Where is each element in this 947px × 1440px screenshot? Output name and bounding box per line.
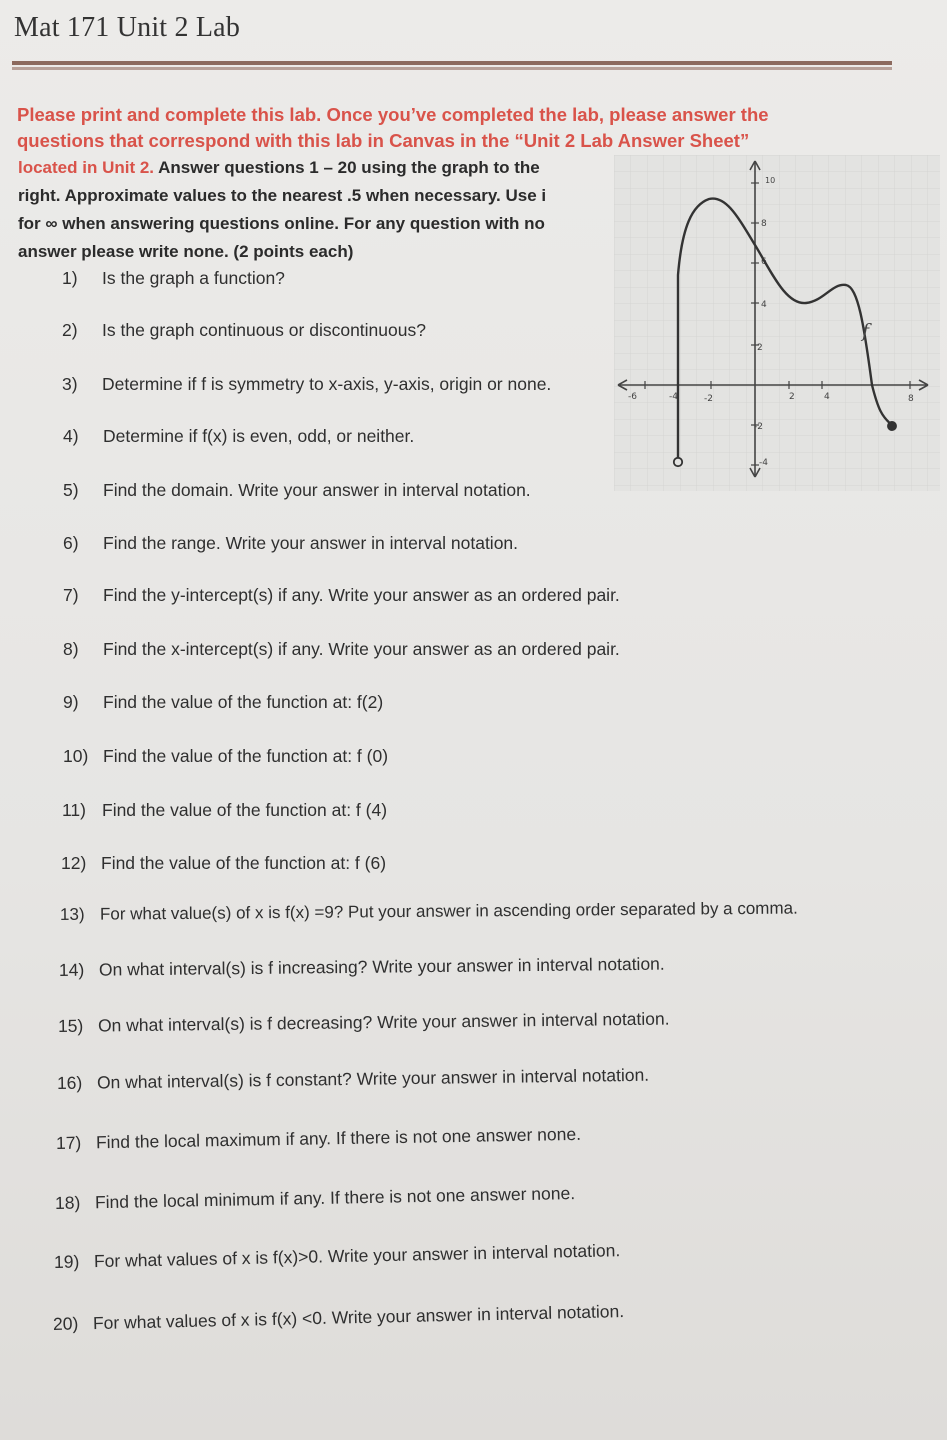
- question-text: Find the value of the function at: f (6): [101, 853, 387, 873]
- question-number: 10): [63, 746, 89, 766]
- question-number: 5): [63, 480, 79, 500]
- intro-red-line-2: questions that correspond with this lab in Canvas in the “Unit 2 Lab Answer Sheet”: [17, 130, 750, 151]
- question-text: Is the graph continuous or discontinuous?: [102, 320, 426, 340]
- question-text: Is the graph a function?: [102, 268, 285, 288]
- question-text: On what interval(s) is f constant? Write your answer in interval notation.: [96, 1064, 650, 1093]
- x-tick-label: -4: [669, 392, 678, 402]
- y-tick-label: 6: [761, 257, 767, 267]
- question-number: 19): [53, 1251, 80, 1272]
- question-text: Find the value of the function at: f (0): [103, 746, 389, 766]
- question-text: For what values of x is f(x)>0. Write your answer in interval notation.: [93, 1240, 621, 1272]
- question-9: [63, 692, 383, 713]
- question-14: [59, 954, 665, 981]
- question-number: 4): [63, 426, 79, 446]
- question-number: 7): [63, 585, 79, 605]
- graph-grid: [614, 155, 940, 491]
- intro-black-line-1: Answer questions 1 – 20 using the graph to the: [154, 158, 540, 177]
- intro-instructions-red: [17, 102, 877, 154]
- intro-line-3: [18, 154, 608, 182]
- y-tick-label: 4: [761, 300, 767, 310]
- intro-instructions: [18, 154, 608, 266]
- question-text: Find the local minimum if any. If there is not one answer none.: [94, 1183, 576, 1213]
- question-12: [61, 853, 386, 874]
- question-number: 3): [62, 374, 78, 394]
- question-10: [63, 746, 388, 767]
- intro-black-line-3: for ∞ when answering questions online. For any question with no: [18, 214, 545, 233]
- y-tick-label: 8: [761, 219, 767, 229]
- question-number: 1): [62, 268, 78, 288]
- intro-red-line-3: located in Unit 2.: [18, 158, 155, 177]
- question-5: [63, 480, 531, 501]
- question-number: 17): [55, 1132, 82, 1153]
- y-tick-label: 10: [765, 176, 776, 185]
- x-tick-label: 4: [824, 392, 830, 402]
- title-rule-dark: [12, 61, 892, 65]
- question-number: 14): [58, 959, 85, 980]
- question-6: [63, 533, 518, 554]
- y-tick-label: -2: [754, 422, 763, 432]
- question-8: [63, 639, 620, 660]
- question-18: [55, 1183, 576, 1214]
- question-13: [60, 899, 798, 925]
- open-endpoint: [674, 458, 682, 466]
- question-16: [57, 1065, 649, 1094]
- page-title: Mat 171 Unit 2 Lab: [14, 12, 241, 43]
- x-tick-label: -2: [704, 394, 713, 404]
- y-tick-label: -4: [759, 458, 768, 468]
- question-number: 15): [57, 1015, 84, 1036]
- y-tick-label: 2: [757, 343, 763, 353]
- question-text: For what value(s) of x is f(x) =9? Put your answer in ascending order separated by a comma.: [99, 898, 798, 924]
- question-3: [62, 374, 551, 395]
- question-text: Find the value of the function at: f (4): [102, 800, 388, 820]
- question-text: Determine if f(x) is even, odd, or neither.: [103, 426, 415, 446]
- title-rule-light: [12, 67, 892, 70]
- question-20: [53, 1301, 625, 1335]
- question-11: [62, 800, 387, 821]
- question-text: Find the range. Write your answer in interval notation.: [103, 533, 519, 553]
- question-text: Find the x-intercept(s) if any. Write your answer as an ordered pair.: [103, 639, 620, 659]
- question-number: 2): [62, 320, 78, 340]
- question-text: Find the domain. Write your answer in interval notation.: [103, 480, 531, 500]
- question-text: Find the y-intercept(s) if any. Write your answer as an ordered pair.: [103, 585, 620, 605]
- question-number: 6): [63, 533, 79, 553]
- x-tick-label: -6: [628, 392, 637, 402]
- question-number: 9): [63, 692, 79, 712]
- question-number: 11): [62, 800, 86, 820]
- question-number: 13): [59, 904, 85, 924]
- question-number: 18): [54, 1192, 81, 1213]
- question-text: For what values of x is f(x) <0. Write your answer in interval notation.: [92, 1301, 625, 1334]
- question-1: [62, 268, 285, 289]
- question-7: [63, 585, 620, 606]
- question-number: 20): [52, 1313, 79, 1334]
- question-text: On what interval(s) is f decreasing? Write your answer in interval notation.: [97, 1008, 670, 1036]
- x-tick-label: 8: [908, 394, 914, 404]
- intro-red-line-1: Please print and complete this lab. Once you’ve completed the lab, please answer the: [17, 104, 769, 125]
- question-19: [54, 1240, 621, 1273]
- question-17: [56, 1124, 581, 1154]
- closed-endpoint: [888, 422, 896, 430]
- question-text: Determine if f is symmetry to x-axis, y-axis, origin or none.: [102, 374, 552, 394]
- question-15: [58, 1009, 670, 1037]
- question-text: Find the value of the function at: f(2): [103, 692, 384, 712]
- function-graph: [614, 155, 940, 491]
- x-tick-label: 2: [789, 392, 795, 402]
- function-label: f: [862, 320, 870, 342]
- question-text: On what interval(s) is f increasing? Write your answer in interval notation.: [98, 953, 665, 980]
- intro-black-line-4: answer please write none. (2 points each): [18, 242, 354, 261]
- question-number: 8): [63, 639, 79, 659]
- intro-black-line-2: right. Approximate values to the nearest .5 when necessary. Use i: [18, 186, 547, 205]
- question-text: Find the local maximum if any. If there is not one answer none.: [95, 1123, 582, 1153]
- question-4: [63, 426, 414, 447]
- question-number: 12): [61, 853, 87, 873]
- question-number: 16): [56, 1072, 83, 1093]
- question-2: [62, 320, 426, 341]
